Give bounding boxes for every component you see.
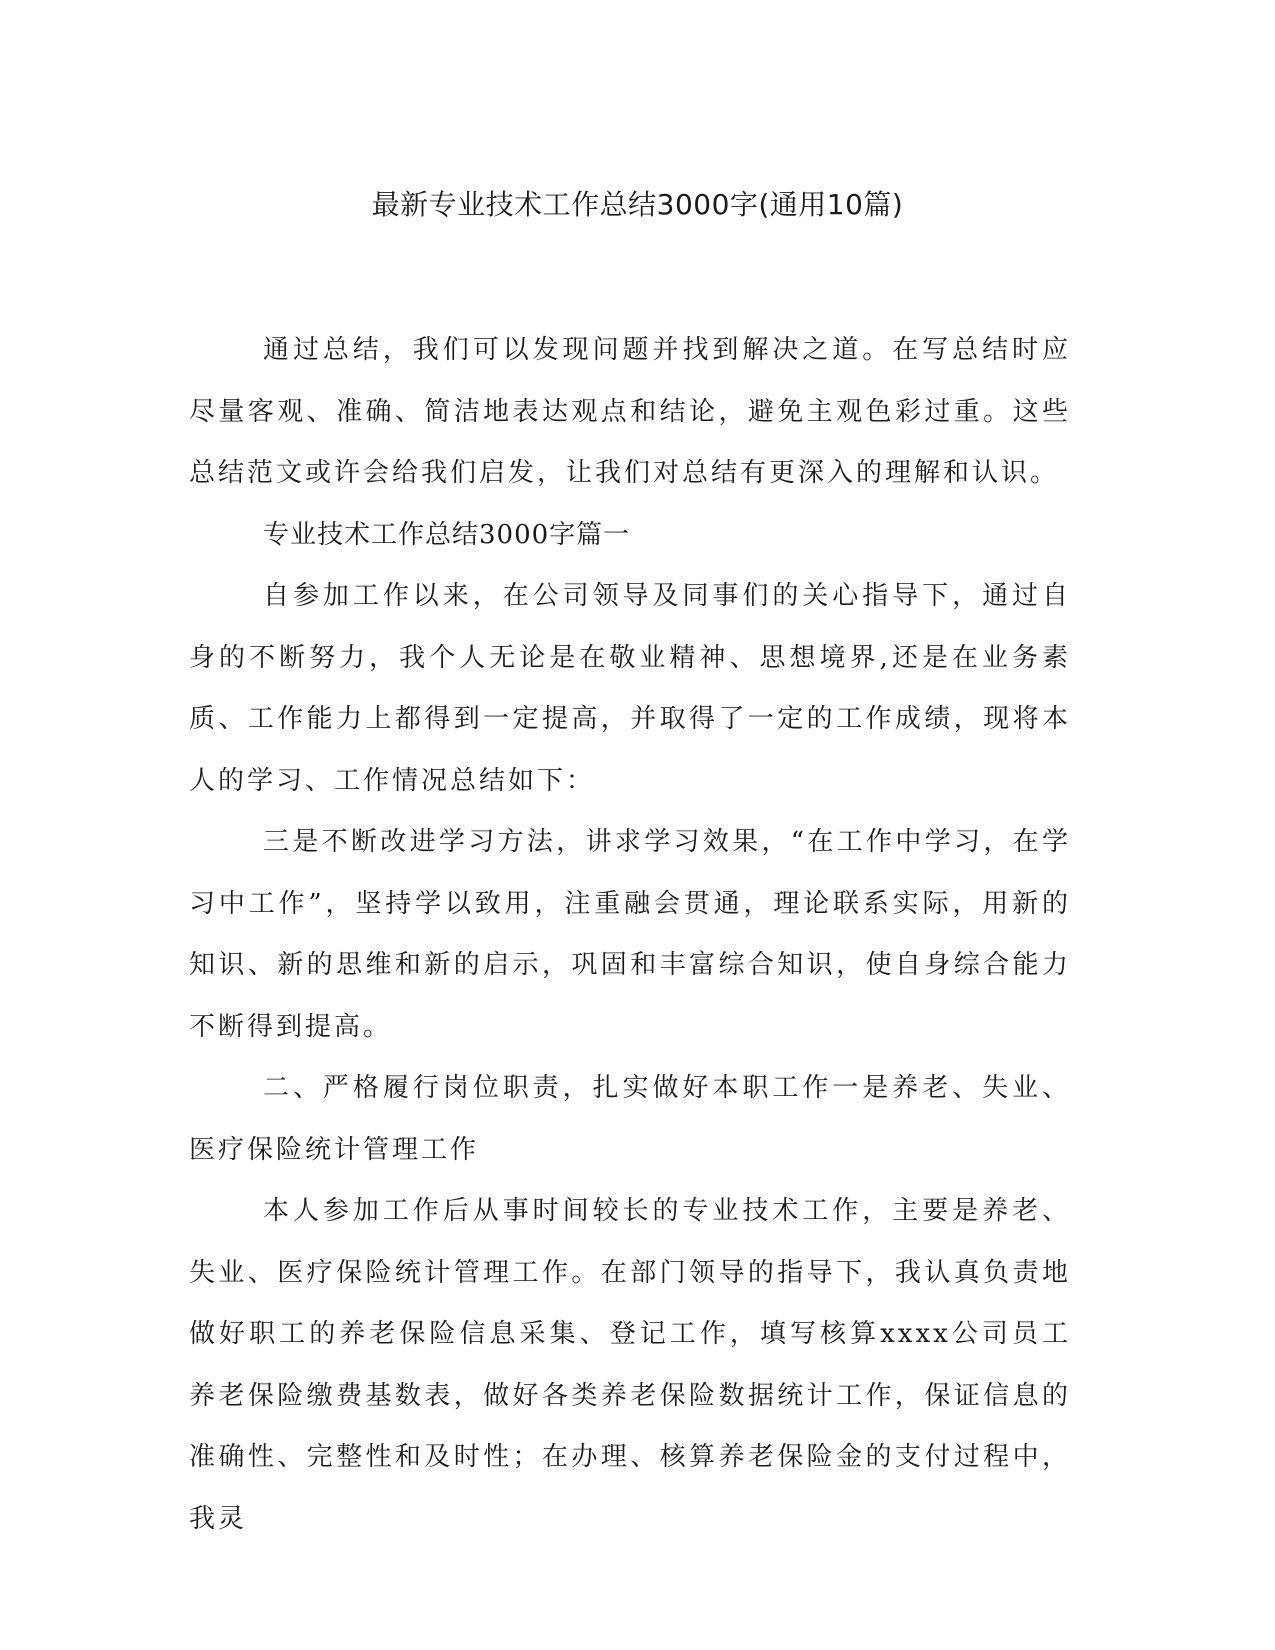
section-heading: 专业技术工作总结3000字篇一 [263,519,631,550]
document-body [189,320,1071,1550]
document-title: 最新专业技术工作总结3000字(通用10篇) [371,188,904,221]
intro-paragraph: 通过总结，我们可以发现问题并找到解决之道。在写总结时应尽量客观、准确、简洁地表达观点和结论，避免主观色彩过重。这些总结范文或许会给我们启发，让我们对总结有更深入的理解和认识。 [189,335,1071,488]
body-paragraph: 本人参加工作后从事时间较长的专业技术工作，主要是养老、失业、医疗保险统计管理工作。在部门领导的指导下，我认真负责地做好职工的养老保险信息采集、登记工作，填写核算xxxx公司员工养老保险缴费基数表，做好各类养老保险数据统计工作，保证信息的准确性、完整性和及时性；在办理、核算养老保险金的支付过程中，我灵 [189,1196,1071,1534]
body-paragraph: 三是不断改进学习方法，讲求学习效果，“在工作中学习，在学习中工作”，坚持学以致用，注重融会贯通，理论联系实际，用新的知识、新的思维和新的启示，巩固和丰富综合知识，使自身综合能力不断得到提高。 [189,827,1071,1042]
body-paragraph: 自参加工作以来，在公司领导及同事们的关心指导下，通过自身的不断努力，我个人无论是在敬业精神、思想境界,还是在业务素质、工作能力上都得到一定提高，并取得了一定的工作成绩，现将本人的学习、工作情况总结如下： [189,581,1071,796]
body-paragraph: 二、严格履行岗位职责，扎实做好本职工作一是养老、失业、医疗保险统计管理工作 [189,1073,1071,1165]
